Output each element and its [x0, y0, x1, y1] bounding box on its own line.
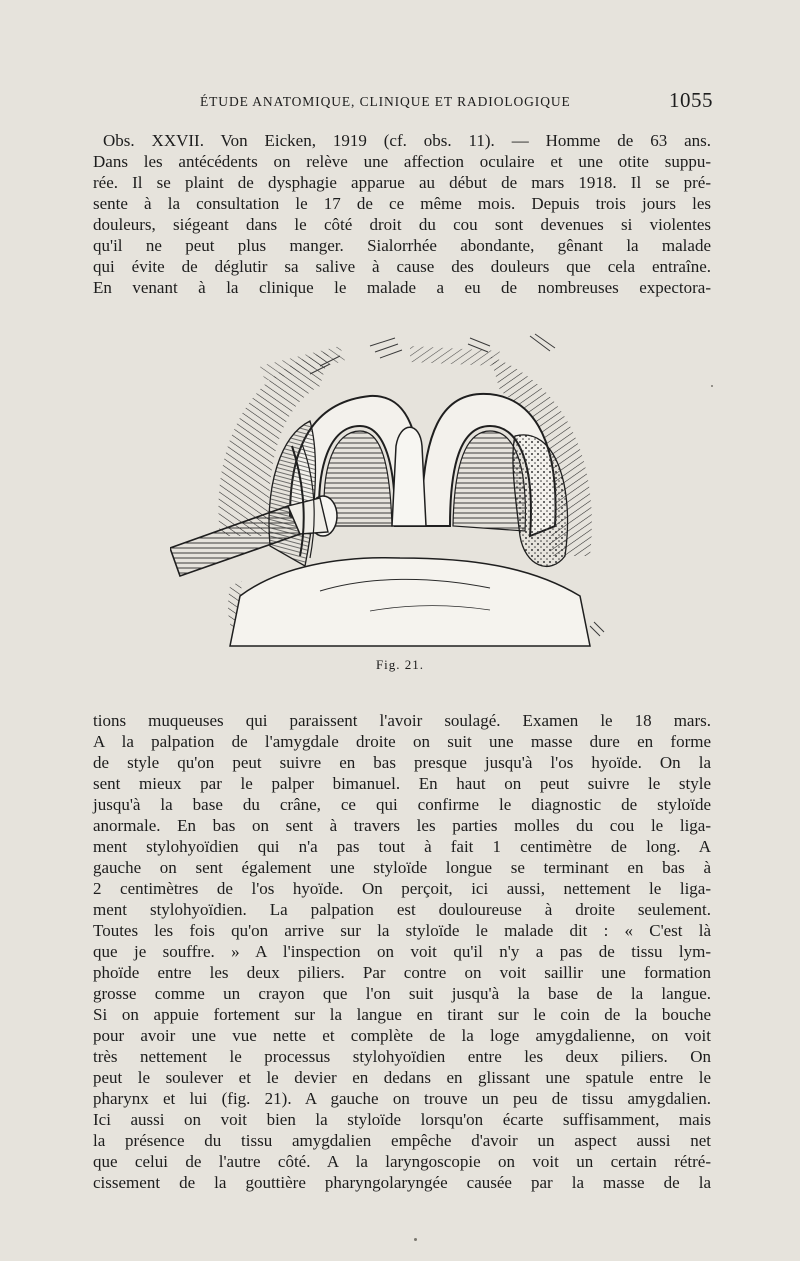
text-line: cissement de la gouttière pharyngolaryngée causée par la masse de la — [93, 1173, 711, 1192]
text-line: que je souffre. » A l'inspection on voit qu'il n'y a pas de tissu lym- — [93, 942, 711, 961]
figure-caption: Fig. 21. — [375, 657, 425, 672]
text-line: En venant à la clinique le malade a eu de nombreuses expectora- — [93, 278, 711, 297]
text-line: très nettement le processus stylohyoïdien entre les deux piliers. On — [93, 1047, 711, 1066]
text-line: Si on appuie fortement sur la langue en tirant sur le coin de la bouche — [93, 1005, 711, 1024]
text-line: de style qu'on peut suivre en bas presque jusqu'à l'os hyoïde. On la — [93, 753, 711, 772]
text-line: anormale. En bas on sent à travers les parties molles du cou le liga- — [93, 816, 711, 835]
text-line: ment stylohyoïdien. La palpation est douloureuse à droite seulement. — [93, 900, 711, 919]
text-line: tions muqueuses qui paraissent l'avoir soulagé. Examen le 18 mars. — [93, 711, 711, 730]
throat-illustration — [170, 326, 630, 656]
text-line: grosse comme un crayon que l'on suit jusqu'à la base de la langue. — [93, 984, 711, 1003]
text-line: qu'il ne peut plus manger. Sialorrhée abondante, gênant la malade — [93, 236, 711, 255]
text-line: Ici aussi on voit bien la styloïde lorsqu'on écarte suffisamment, mais — [93, 1110, 711, 1129]
text-line: phoïde entre les deux piliers. Par contre on voit saillir une formation — [93, 963, 711, 982]
page-number: 1055 — [669, 88, 713, 112]
text-line: pour avoir une vue nette et complète de la loge amygdalienne, on voit — [93, 1026, 711, 1045]
text-line: pharynx et lui (fig. 21). A gauche on trouve un peu de tissu amygdalien. — [93, 1089, 711, 1108]
observation-paragraph-body — [93, 710, 711, 1193]
text-line: douleurs, siégeant dans le côté droit du cou sont devenues si violentes — [93, 215, 711, 234]
text-line: Dans les antécédents on relève une affection oculaire et une otite suppu- — [93, 152, 711, 171]
text-line: que celui de l'autre côté. A la laryngoscopie on voit un certain rétré- — [93, 1152, 711, 1171]
text-line: sente à la consultation le 17 de ce même mois. Depuis trois jours les — [93, 194, 711, 213]
text-line: la présence du tissu amygdalien empêche d'avoir un aspect aussi net — [93, 1131, 711, 1150]
paper-speck — [711, 385, 713, 387]
text-line: A la palpation de l'amygdale droite on suit une masse dure en forme — [93, 732, 711, 751]
running-title: ÉTUDE ANATOMIQUE, CLINIQUE ET RADIOLOGIQUE — [200, 94, 571, 109]
text-line: Toutes les fois qu'on arrive sur la styloïde le malade dit : « C'est là — [93, 921, 711, 940]
text-line: ment stylohyoïdien qui n'a pas tout à fait 1 centimètre de long. A — [93, 837, 711, 856]
paper-speck — [414, 1238, 417, 1241]
text-line: gauche on sent également une styloïde longue se terminant en bas à — [93, 858, 711, 877]
text-line: jusqu'à la base du crâne, ce qui confirme le diagnostic de styloïde — [93, 795, 711, 814]
observation-paragraph-intro — [93, 130, 711, 298]
text-line: Obs. XXVII. Von Eicken, 1919 (cf. obs. 11). — Homme de 63 ans. — [103, 131, 711, 150]
text-line: 2 centimètres de l'os hyoïde. On perçoit, ici aussi, nettement le liga- — [93, 879, 711, 898]
tongue-base — [230, 558, 590, 646]
text-line: qui évite de déglutir sa salive à cause des douleurs que cela entraîne. — [93, 257, 711, 276]
text-line: peut le soulever et le devier en dedans en glissant une spatule entre le — [93, 1068, 711, 1087]
page-header — [95, 90, 715, 116]
text-line: rée. Il se plaint de dysphagie apparue au début de mars 1918. Il se pré- — [93, 173, 711, 192]
text-line: sent mieux par le palper bimanuel. En haut on peut suivre le style — [93, 774, 711, 793]
